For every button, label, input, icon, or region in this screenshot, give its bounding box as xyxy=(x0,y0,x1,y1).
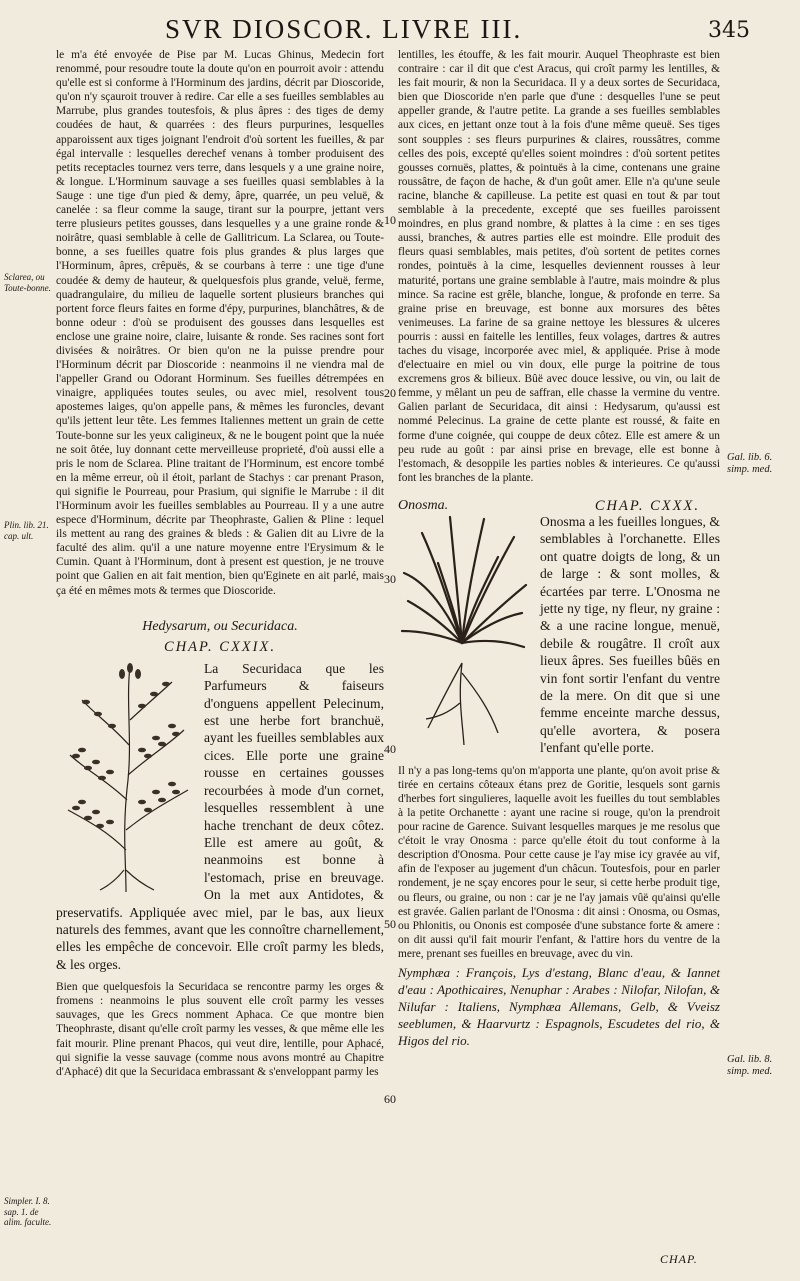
paragraph-onosma-commentary: Il n'y a pas long-tems qu'on m'apporta une plante, qu'on avoit prise & tirée en certains côteaux étans prez de Goritie, lesquels sont garnis d'herbes fort singulieres, laquelle avoit les fueilles du tout semblables à la petite Orchanette : ayant une racine si rouge, qu'on la prendroit pour racine de Garence. Suivant lesquelles marques je me resolus que c'étoit le vray Onosma : parce qu'elle étoit du tout conforme à la description d'Onosma. Pour cette cause je l'ay mise icy gravée au vif, afin de l'exposer au jugement d'un châcun. Toutesfois, pour en parler rondement, je ne sçay encores pour le seur, si cette herbe produit tige, ou fleurs, ou graine, ou non : car je ne l'ay jamais vûë qu'ainsi qu'elle est gravée. Galien parlant de l'Onosma : dit ainsi : Onosma, ou Osmas, ou Phlonitis, ou Ononis est composée d'une substance forte & amere : on dit aussi qu'il fait mourir l'enfant, & l'attire hors du ventre de la mere, prenant ses fueilles en breuvage, avec du vin. xyxy=(398,764,720,960)
catchword: CHAP. xyxy=(660,1252,698,1266)
chapter-heading-cxxix: CHAP. CXXIX. xyxy=(164,638,276,655)
paragraph-securidaca-commentary: Bien que quelquesfois la Securidaca se rencontre parmy les orges & fromens : neanmoins le plus souvent elle croît parmy les vesses sauvages, que les Grecs nomment Aphaca. Ce que montre bien Theophraste, disant qu'elle croît parmy les vesses, & que même elle les fait mourir. Pline prenant Phacos, qui veut dire, lentille, pour Aphacé, qui signifie la vesse sauvage (comme nous avons montré au Chapitre d'Aphacé) dit que la Securidaca embrassant & s'enveloppant parmy les xyxy=(56,981,384,1078)
onosma-illustration xyxy=(398,513,530,749)
margin-note-gal-8: Gal. lib. 8. simp. med. xyxy=(727,1054,773,1077)
line-number-60: 60 xyxy=(384,1092,396,1106)
margin-note-simpler: Simpler. I. 8. sap. 1. de alim. faculte. xyxy=(4,1196,52,1227)
paragraph-securidaca-continued: lentilles, les étouffe, & les fait mourir. Auquel Theophraste est bien contraire : car il dit que c'est Aracus, qui croît parmy les lentilles, & les fait mourir, & non la Securidaca. Il y a deux sortes de Securidaca, bien que Dioscoride n'en parle que d'une : desquelles l'une se peut appeller grande, & l'autre petite. La grande a ses fueilles semblables aux cices, en jettant onze tout à la fois d'une même queuë. Ses tiges sont soupples : ses fleurs purpurines & claires, roussâtres, comme celles des pois, excepté qu'elles soient moindres : d'où sortent petites gousses cornuës, plattes, & pointuës à la cime, contenans une graine roussâtre, de façon de hache, & d'un goût amer. Elle n'a qu'une seule racine, blanche & capilleuse. La petite est quasi en tout & par tout semblable à la precedente, excepté que ses fueilles paroissent moindres, en plus grand nombre, & plattes à la cime : en ses tiges aussi, branches, & autres parties elle est moindre. Elle produit des fleurs quasi semblables, mais petites, d'où sortent de petites cornes rondes, pointuës à la cime, lesquelles deviennent rousses à leur maturité, portans une graine semblable à l'autre, mais moindre & plus mince. Sa racine est grêle, blanche, longue, & profonde en terre. Sa graine prise en breuvage, est bonne aux morsures des bêtes venimeuses. La farine de sa graine nettoye les blessures & ulceres pourris : aussi en faitelle les lentilles, feux volages, dartres & autres taches du visage, incorporée avec miel, & appliquée. Prise à mode d'electuaire en miel ou vin doux, elle purge la poitrine de tous excremens gros & bilieux. Bûë avec douce lessive, ou vin, ou lait de femme, y mêlant un peu de saffran, elle chasse la vermine du ventre. Galien parlant de Securidaca, dit ainsi : Hedysarum, qu'aussi est nommé Pelecinus. La graine de cette plante est roussé, & faite en forme d'une coignée, qui couppe de deux côtez. Elle est amere & un peu rude au goût : par ainsi prise en brevage, elle est bonne à l'estomach, & desoppile les parties nobles & interieures. Ce qu'aussi font les branches de la plante. xyxy=(398,49,720,484)
page-number: 345 xyxy=(708,18,750,43)
page-header xyxy=(0,8,800,48)
margin-note-sclarea: Sclarea, ou Toute-bonne. xyxy=(4,272,51,293)
chapter-heading-cxxx: CHAP. CXXX. xyxy=(594,497,700,514)
paragraph-securidaca: La Securidaca que les Parfumeurs & faiseurs d'onguens appellent Pelecinum, est une herbe fort branchuë, ayant les fueilles semblables aux cices. Elle porte une graine rousse en certaines gousses recourbées à mode d'un cornet, lesquelles ressemblent à une hache trenchant de deux côtez. Elle est amere au goût, & neanmoins est bonne à l'estomach, prise en breuvage. On la met aux Antidotes, & preservatifs. Appliquée avec miel, par le bas, aux lieux naturels des femmes, avant que les connoître charnellement, elles les empêche de concevoir. Elle croît parmy les bleds, & les orges. xyxy=(56,660,384,972)
margin-note-gal-6: Gal. lib. 6. simp. med. xyxy=(727,452,773,475)
securidaca-illustration xyxy=(56,660,196,896)
paragraph-horminum: le m'a été envoyée de Pise par M. Lucas Ghinus, Medecin fort renommé, pour resoudre toute la doute qu'on en pourroit avoir : attendu qu'elle est si conforme à l'Horminum des jardins, décrit par Dioscoride, qu'on n'y sçauroit trouver à redire. Car elle a ses fueilles semblables au Marrube, plus grandes toutesfois, & plus âpres : des tiges de demy coudées de haut, & quarrées : des fleurs purpurines, lesquelles apparoissent aux tiges joignant l'endroit d'où sortent les fueilles, & par égal intervalle : lesquelles derechef venans à tomber produisent des petits receptacles tournez vers terre, dans lesquels y a une graine noire, & longue. L'Horminum sauvage a ses fueilles quasi semblables à la Sauge : une tige d'un pied & demy, âpre, quarrée, un peu veluë, & canelée : sa fleur comme la sauge, tirant sur la pourpre, jettant vers terre plusieurs petites gousses, dans lesquelles y a une graine ronde & noirâtre, quasi semblable à celle de Gallitricum. La Sclarea, ou Toute-bonne, a ses fueilles quatre fois plus grandes & plus larges que l'Horminum, âpres, crêpuës, & se courbans à terre : une tige d'une coudée & demy de hauteur, & quelquesfois plus grande, veluë, ferme, quadrangulaire, du milieu de laquelle sortent plusieurs branches qui portent force fleurs faites en forme d'épy, purpurines, blanchâtres, & de bonne odeur : d'où se produisent des gousses dans lesquelles est enclose une graine noire, claire, luisante & ronde. Ses racines sont fort divisées & noirâtres. Or bien qu'on ne la puisse prendre pour l'Horminum décrit par Dioscoride : neanmoins il ne viendra mal de l'appeller Grand ou Odorant Horminum. Ses fueilles détrempées en vinaigre, appliquées toutes seules, ou avec miel, resolvent tous apostemes laiges, qu'on appelle pans, & mêmes les furoncles, devant qu'ils jettent leur tête. Les femmes Italiennes mettent un grain de cette Toute-bonne sur les yeux caligineux, & ne le bougent point que la nuée ne soit ôtée, luy donnant cette merveilleuse proprieté, d'où aussi elle a pris le nom de Sclarea. Pline traitant de l'Horminum, est encore tombé en la même erreur, où il étoit, parlant de Stachys : car prenant Prason, qui signifie le Pourreau, pour Prasium, qui signifie le Marrube : il dit l'Horminum avoir les fueilles semblables au Pourreau. Il y a une autre espece d'Horminum, décrite par Theophraste, Galien & Pline : lequel ils mettent au rang des graines & bleds : & Galien dit au Livre de la faculté des alim. qu'il a une nature moyenne entre l'Erysimum & le Cumin. Quant à l'Horminum, dont à present est question, je ne trouve point que Galien en ait fait mention, bien qu'Eginete en ait parlé, mais ça été en mêmes mots & termes que Dioscoride. xyxy=(56,49,384,597)
section-title-hedysarum: Hedysarum, ou Securidaca. xyxy=(142,618,298,634)
line-number-20: 20 xyxy=(384,386,396,400)
left-column xyxy=(56,48,384,1082)
section-title-onosma: Onosma. xyxy=(398,497,449,513)
line-number-50: 50 xyxy=(384,917,396,931)
right-column xyxy=(398,48,720,1052)
margin-note-plin: Plin. lib. 21. cap. ult. xyxy=(4,520,49,541)
nymphaea-synonyms: Nymphæa : François, Lys d'estang, Blanc d'eau, & Iannet d'eau : Apothicaires, Nenuphar : Arabes : Nilofar, Nilofan, & Nilufar : Italiens, Nymphæa Allemans, Gelb, & Vveisz seeblumen, & Haarvurtz : Espagnols, Escudetes del rio, & Higos del rio. xyxy=(398,965,720,1048)
line-number-30: 30 xyxy=(384,572,396,586)
running-title: SVR DIOSCOR. LIVRE III. xyxy=(165,14,523,44)
line-number-10: 10 xyxy=(384,213,396,227)
paragraph-onosma: Onosma a les fueilles longues, & semblables à l'orchanette. Elles ont quatre doigts de long, & un de large : & sont molles, & écartées par terre. L'Onosma ne jette ny tige, ny fleur, ny graine : & a une racine longue, menuë, debile & rougâtre. Il croît aux lieux âpres. Ses fueilles bûës en vin font sortir l'enfant du ventre de la mere. On dit que si une femme enceinte marche dessus, qu'elle avortera, & posera l'enfant qu'elle porte. xyxy=(540,514,720,756)
line-number-40: 40 xyxy=(384,742,396,756)
